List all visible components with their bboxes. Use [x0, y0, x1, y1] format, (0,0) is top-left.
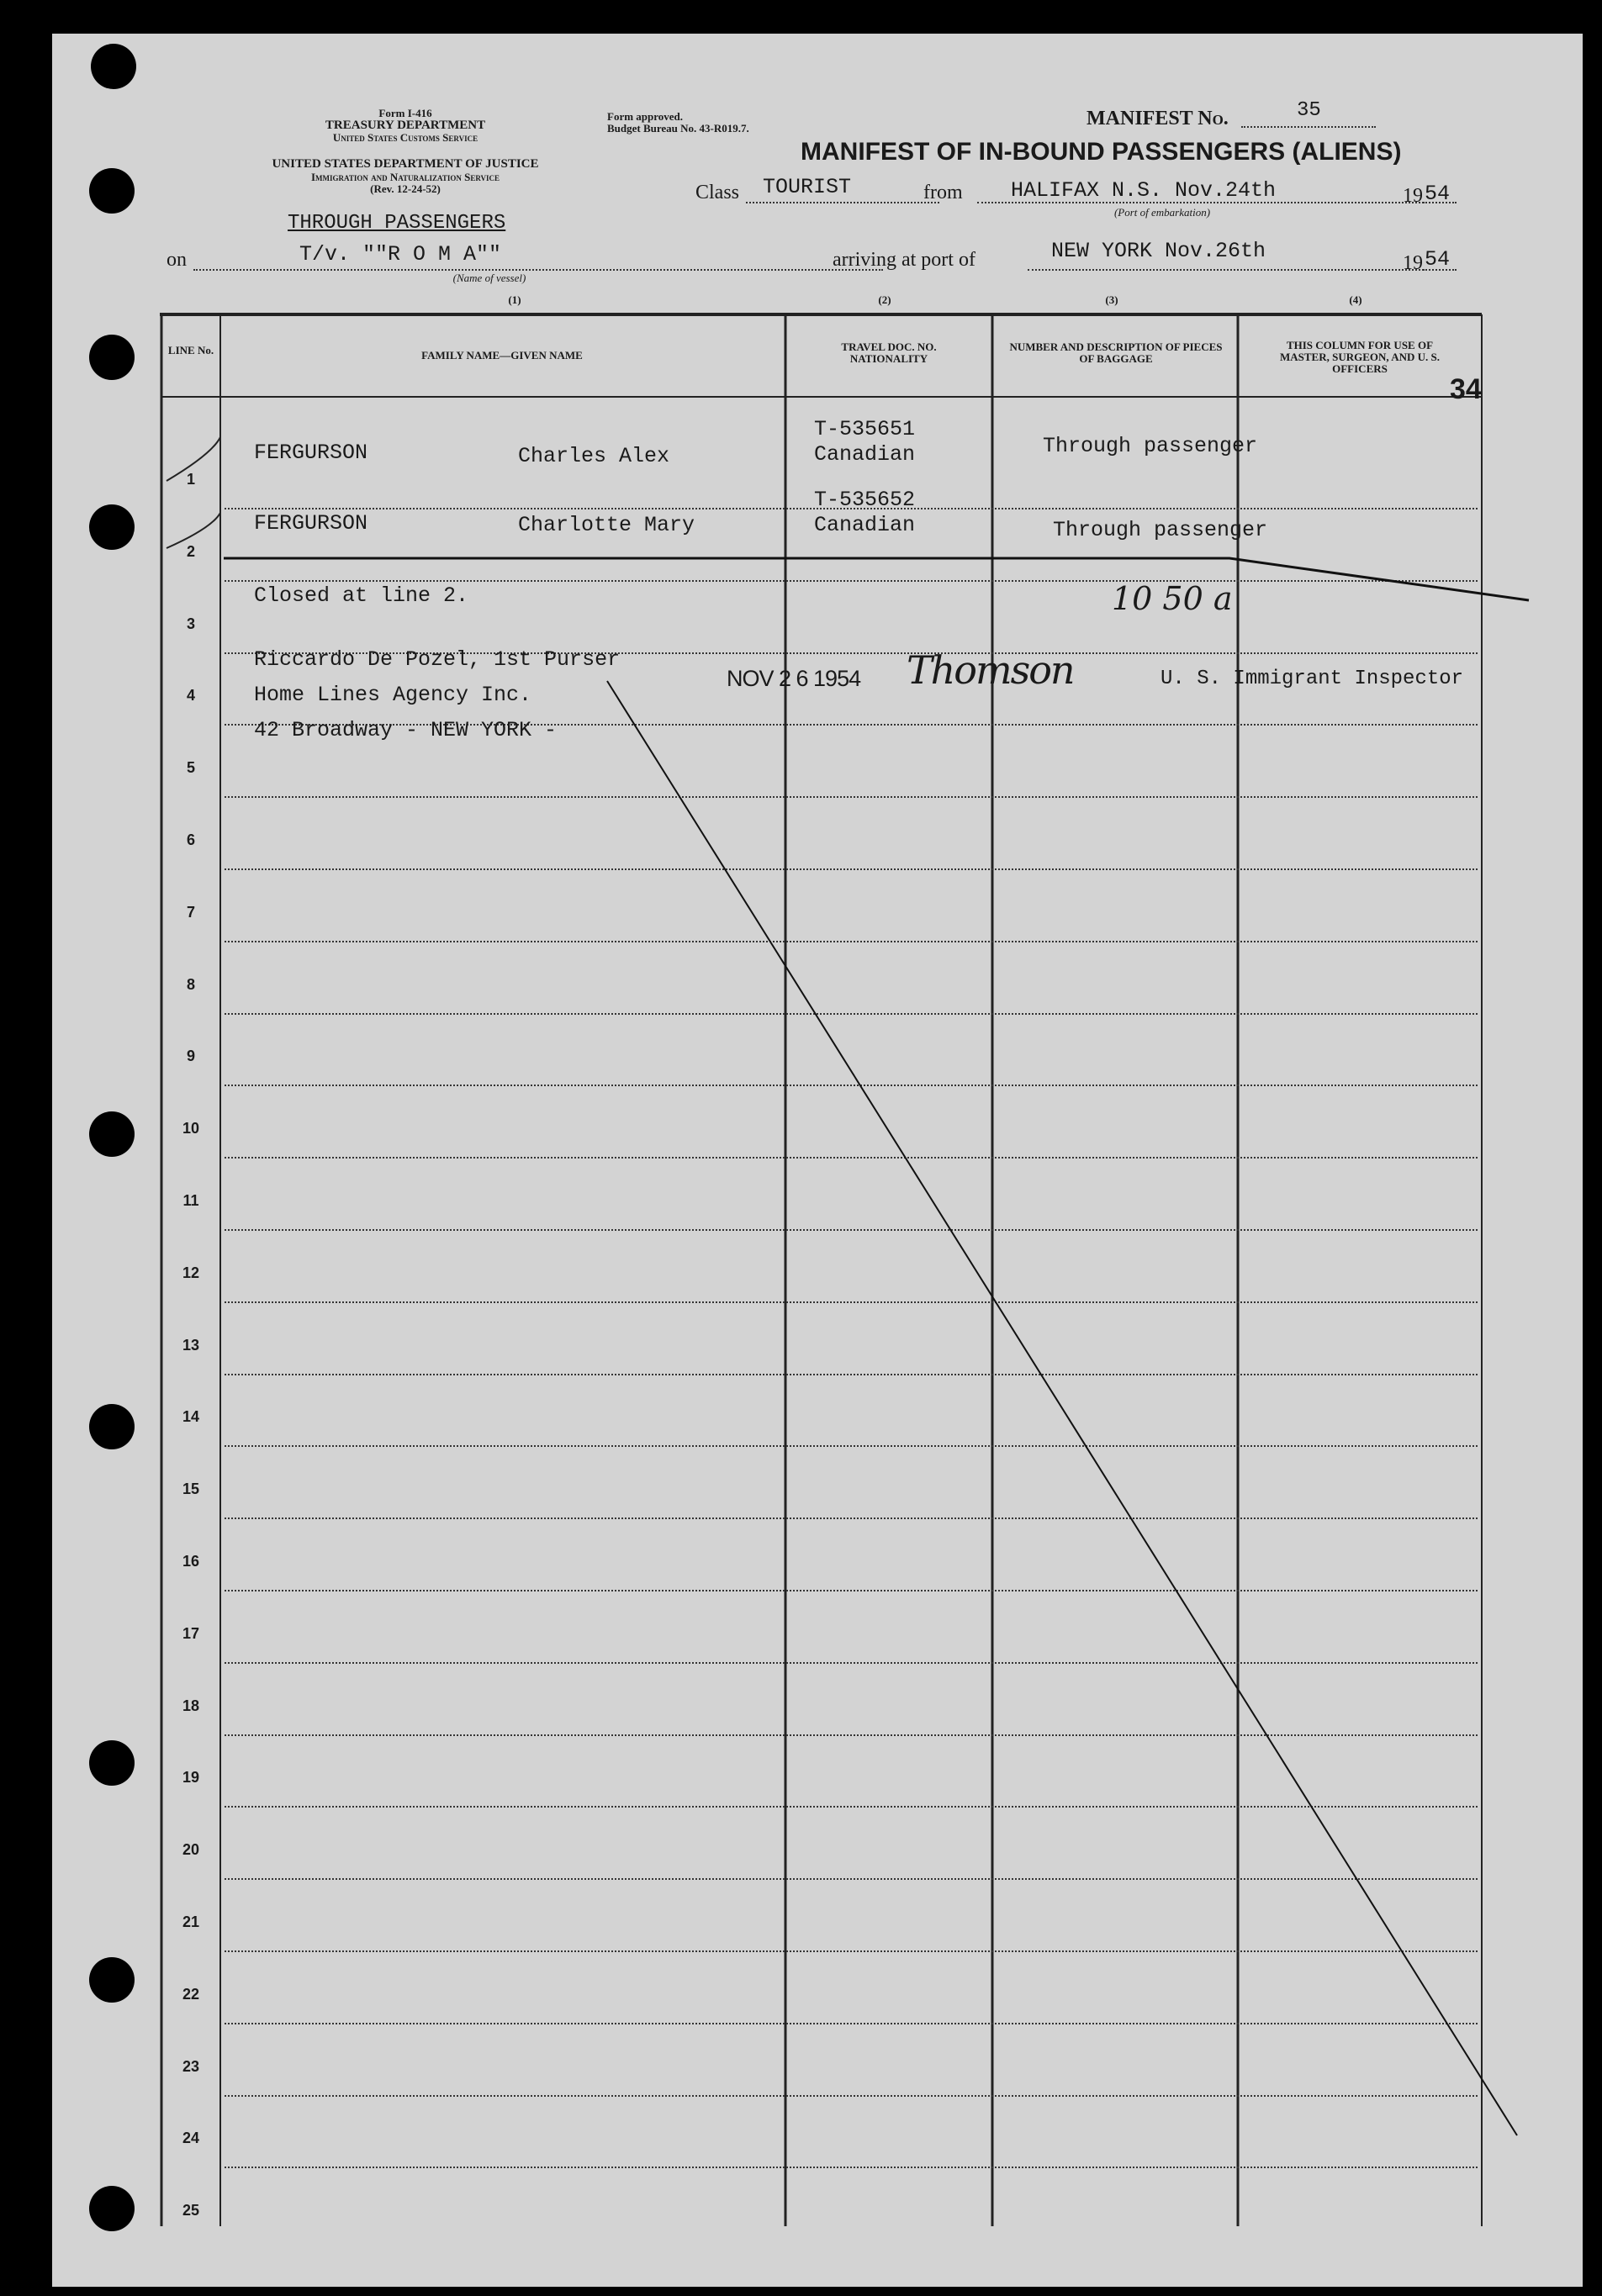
line-number: 10: [182, 1120, 200, 1137]
line-number: 22: [182, 1986, 200, 2003]
line-number: 5: [186, 759, 195, 776]
col-num-3: (3): [1105, 293, 1118, 306]
date-stamp: NOV 2 6 1954: [727, 666, 861, 691]
year-prefix: 19: [1403, 252, 1423, 274]
treasury-heading: TREASURY DEPARTMENT: [325, 119, 486, 132]
line-number: 8: [186, 976, 195, 993]
header-travel-doc: TRAVEL DOC. NO. NATIONALITY: [841, 340, 937, 365]
line-number: 25: [182, 2202, 200, 2219]
year-arrive: 54: [1425, 247, 1451, 272]
manifest-title: MANIFEST OF IN-BOUND PASSENGERS (ALIENS): [801, 138, 1402, 166]
line-number: 12: [182, 1264, 200, 1281]
purser-name: Riccardo De Pozel, 1st Purser: [254, 647, 621, 672]
page-number: 34: [1450, 373, 1482, 405]
on-label: on: [167, 249, 187, 271]
line-number: 21: [182, 1913, 200, 1930]
header-name: FAMILY NAME—GIVEN NAME: [421, 349, 583, 362]
line-number: 24: [182, 2130, 200, 2146]
line-number: 15: [182, 1481, 200, 1497]
line-number: 20: [182, 1841, 200, 1858]
row1-doc: T-535651: [814, 417, 916, 441]
row3-closed-note: Closed at line 2.: [254, 583, 469, 608]
line-number: 19: [182, 1769, 200, 1786]
col-num-1: (1): [508, 293, 521, 306]
header-line-no: LINE No.: [167, 344, 214, 356]
ins-heading: Immigration and Naturalization Service: [310, 171, 500, 183]
header-baggage: NUMBER AND DESCRIPTION OF PIECES OF BAGGAGE: [1009, 340, 1223, 365]
inspector-title: U. S. Immigrant Inspector: [1161, 668, 1464, 690]
port-embark-caption: (Port of embarkation): [1113, 206, 1211, 219]
line-number: 1: [186, 471, 195, 488]
class-value: TOURIST: [763, 175, 852, 199]
line-number: 6: [186, 831, 195, 848]
arriving-value: NEW YORK Nov.26th: [1051, 239, 1266, 263]
vessel-value: T/v. ""R O M A"": [299, 242, 502, 267]
line-number: 2: [186, 543, 195, 560]
line-number: 13: [182, 1337, 200, 1354]
from-label: from: [923, 182, 963, 203]
form-number: Form I-416: [378, 107, 432, 119]
header-officers: THIS COLUMN FOR USE OF MASTER, SURGEON, AND U. S. OFFICERS: [1280, 339, 1440, 375]
row2-doc: T-535652: [814, 488, 916, 512]
customs-heading: United States Customs Service: [332, 131, 478, 144]
from-value: HALIFAX N.S. Nov.24th: [1011, 178, 1277, 203]
line-number: 16: [182, 1553, 200, 1570]
agency-line1: Home Lines Agency Inc.: [254, 683, 532, 707]
row1-baggage: Through passenger: [1043, 434, 1258, 458]
line-number: 17: [182, 1625, 200, 1642]
year-prefix: 19: [1403, 185, 1423, 207]
line-number: 14: [182, 1408, 200, 1425]
class-label: Class: [695, 182, 740, 203]
manifest-no-value: 35: [1297, 99, 1321, 122]
row1-family: FERGURSON: [254, 441, 368, 465]
justice-heading: UNITED STATES DEPARTMENT OF JUSTICE: [272, 157, 539, 171]
line-number: 4: [186, 687, 195, 704]
manifest-no-label: MANIFEST No.: [1087, 108, 1229, 129]
agency-line2: 42 Broadway - NEW YORK -: [254, 718, 558, 742]
budget-bureau: Budget Bureau No. 43-R019.7.: [607, 122, 749, 135]
col-num-2: (2): [878, 293, 891, 306]
line-number: 18: [182, 1697, 200, 1714]
time-note: 10 50 a: [1112, 580, 1233, 617]
line-number: 23: [182, 2058, 200, 2075]
revision: (Rev. 12-24-52): [370, 182, 441, 195]
row2-family: FERGURSON: [254, 511, 368, 536]
row2-baggage: Through passenger: [1053, 518, 1268, 542]
inspector-signature: Thomson: [907, 647, 1074, 693]
line-number: 11: [182, 1192, 199, 1209]
row2-nationality: Canadian: [814, 513, 916, 537]
year-from: 54: [1425, 182, 1451, 206]
manifest-page: [52, 34, 1583, 2287]
col-num-4: (4): [1349, 293, 1362, 306]
line-number: 9: [186, 1048, 195, 1064]
line-number: 7: [186, 904, 195, 921]
pen-strokes: [52, 34, 1583, 2287]
form-approved: Form approved.: [607, 110, 684, 123]
through-passengers: THROUGH PASSENGERS: [288, 212, 506, 235]
row2-given: Charlotte Mary: [518, 513, 695, 537]
row1-given: Charles Alex: [518, 444, 670, 468]
arriving-label: arriving at port of: [833, 249, 975, 271]
vessel-caption: (Name of vessel): [452, 272, 526, 284]
row1-nationality: Canadian: [814, 442, 916, 467]
line-number: 3: [186, 615, 195, 632]
